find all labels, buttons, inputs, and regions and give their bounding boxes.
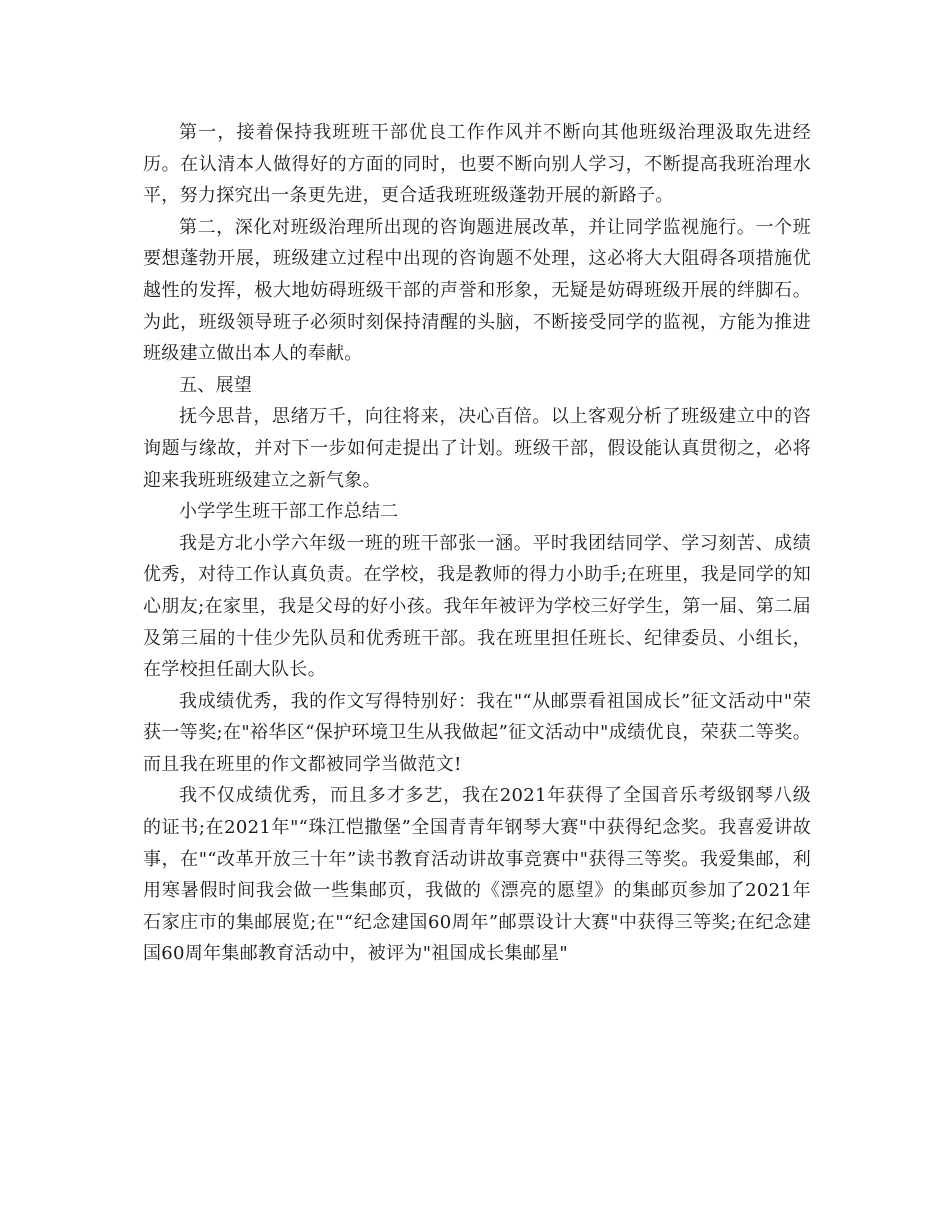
paragraph-3: 抚今思昔，思绪万千，向往将来，决心百倍。以上客观分析了班级建立中的咨询题与缘故，并对下一步如何走提出了计划。班级干部，假设能认真贯彻之，必将迎来我班班级建立之新气象。: [143, 406, 811, 491]
paragraph-2: 第二，深化对班级治理所出现的咨询题进展改革，并让同学监视施行。一个班要想蓬勃开展，班级建立过程中出现的咨询题不处理，这必将大大阻碍各项措施优越性的发挥，极大地妨碍班级干部的声誉和形象，无疑是妨碍班级开展的绊脚石。为此，班级领导班子必须时刻保持清醒的头脑，不断接受同学的监视，方能为推进班级建立做出本人的奉献。: [143, 216, 811, 365]
section-heading-outlook: 五、展望: [179, 374, 253, 396]
paragraph-5: 我成绩优秀，我的作文写得特别好：我在"“从邮票看祖国成长”征文活动中"荣获一等奖;在"裕华区“保护环境卫生从我做起”征文活动中"成绩优良，荣获二等奖。而且我在班里的作文都被同学当做范文!: [143, 690, 811, 775]
document-body: [143, 117, 811, 970]
paragraph-4: 我是方北小学六年级一班的班干部张一涵。平时我团结同学、学习刻苦、成绩优秀，对待工作认真负责。在学校，我是教师的得力小助手;在班里，我是同学的知心朋友;在家里，我是父母的好小孩。我年年被评为学校三好学生，第一届、第二届及第三届的十佳少先队员和优秀班干部。我在班里担任班长、纪律委员、小组长，在学校担任副大队长。: [143, 532, 811, 681]
paragraph-6: 我不仅成绩优秀，而且多才多艺，我在2021年获得了全国音乐考级钢琴八级的证书;在2021年"“珠江恺撒堡”全国青青年钢琴大赛"中获得纪念奖。我喜爱讲故事，在"“改革开放三十年”读书教育活动讲故事竞赛中"获得三等奖。我爱集邮，利用寒暑假时间我会做一些集邮页，我做的《漂亮的愿望》的集邮页参加了2021年石家庄市的集邮展览;在"“纪念建国60周年”邮票设计大赛"中获得三等奖;在纪念建国60周年集邮教育活动中，被评为"祖国成长集邮星": [143, 785, 811, 965]
paragraph-1: 第一，接着保持我班班干部优良工作作风并不断向其他班级治理汲取先进经历。在认清本人做得好的方面的同时，也要不断向别人学习，不断提高我班治理水平，努力探究出一条更先进，更合适我班班级蓬勃开展的新路子。: [143, 122, 811, 207]
section-heading-summary-two: 小学学生班干部工作总结二: [179, 501, 399, 523]
